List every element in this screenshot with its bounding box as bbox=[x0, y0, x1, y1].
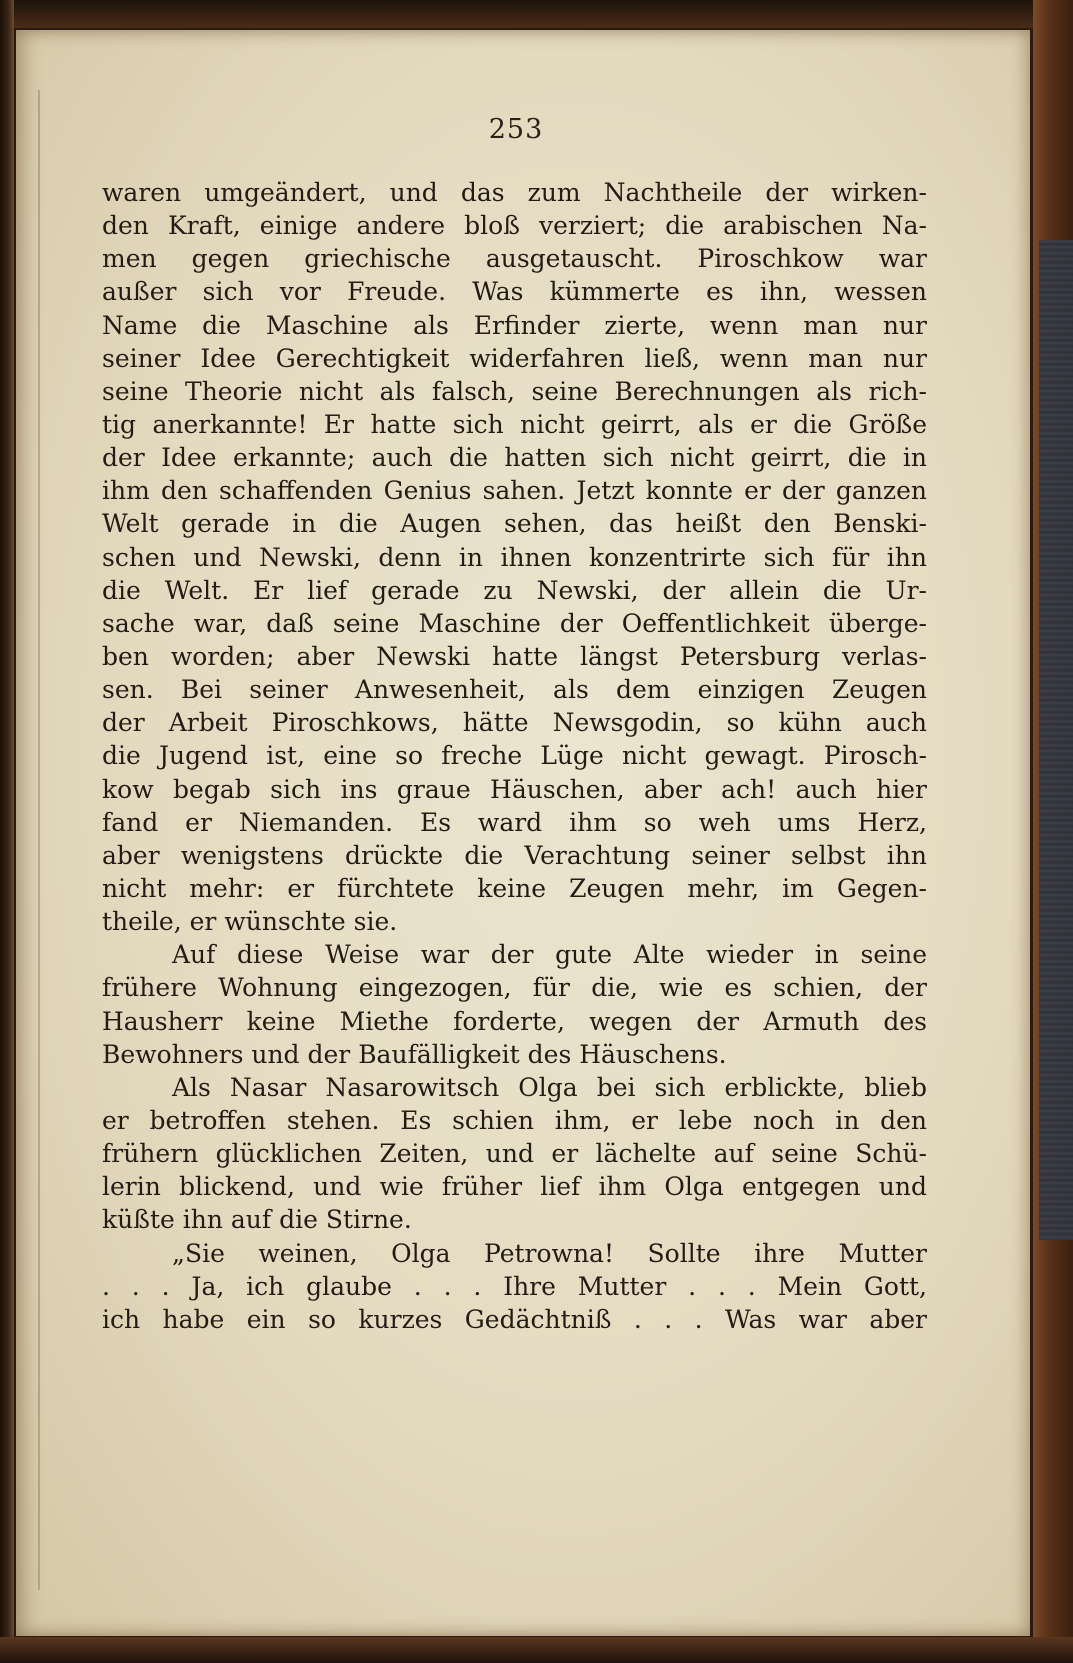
text-line: men gegen griechische ausgetauscht. Piroschkow war bbox=[102, 244, 927, 274]
book-spine bbox=[0, 0, 14, 1663]
text-line: Welt gerade in die Augen sehen, das heißt den Benski- bbox=[102, 509, 927, 539]
text-line: seiner Idee Gerechtigkeit widerfahren ließ, wenn man nur bbox=[102, 343, 927, 373]
text-line: nicht mehr: er fürchtete keine Zeugen mehr, im Gegen- bbox=[102, 873, 927, 903]
paragraph-start-line: „Sie weinen, Olga Petrowna! Sollte ihre Mutter bbox=[172, 1238, 927, 1268]
text-line: Name die Maschine als Erfinder zierte, wenn man nur bbox=[102, 310, 927, 340]
text-line: tig anerkannte! Er hatte sich nicht geirrt, als er die Größe bbox=[102, 409, 927, 439]
text-line: der Idee erkannte; auch die hatten sich nicht geirrt, die in bbox=[102, 443, 927, 473]
text-line: den Kraft, einige andere bloß verziert; die arabischen Na- bbox=[102, 211, 927, 241]
text-line: fand er Niemanden. Es ward ihm so weh ums Herz, bbox=[102, 807, 927, 837]
book-cover-bottom bbox=[0, 1637, 1073, 1663]
text-line: die Welt. Er lief gerade zu Newski, der allein die Ur- bbox=[102, 575, 927, 605]
text-line: . . . Ja, ich glaube . . . Ihre Mutter . . . Mein Gott, bbox=[102, 1271, 927, 1301]
text-line: kow begab sich ins graue Häuschen, aber ach! auch hier bbox=[102, 774, 927, 804]
text-line: waren umgeändert, und das zum Nachtheile der wirken- bbox=[102, 178, 927, 207]
book-cover-top bbox=[0, 0, 1073, 28]
text-line: ben worden; aber Newski hatte längst Petersburg verlas- bbox=[102, 641, 927, 671]
text-line: außer sich vor Freude. Was kümmerte es ihn, wessen bbox=[102, 277, 927, 307]
book-page bbox=[16, 30, 1030, 1636]
text-line: lerin blickend, und wie früher lief ihm Olga entgegen und bbox=[102, 1172, 927, 1202]
text-line: seine Theorie nicht als falsch, seine Berechnungen als rich- bbox=[102, 376, 927, 406]
text-line: frühere Wohnung eingezogen, für die, wie es schien, der bbox=[102, 973, 927, 1003]
text-line: sache war, daß seine Maschine der Oeffentlichkeit überge- bbox=[102, 608, 927, 638]
text-line: aber wenigstens drückte die Verachtung seiner selbst ihn bbox=[102, 840, 927, 870]
text-line: die Jugend ist, eine so freche Lüge nicht gewagt. Pirosch- bbox=[102, 741, 927, 771]
text-line: ich habe ein so kurzes Gedächtniß . . . Was war aber bbox=[102, 1304, 927, 1334]
text-line: theile, er wünschte sie. bbox=[102, 907, 398, 937]
text-line: frühern glücklichen Zeiten, und er lächelte auf seine Schü- bbox=[102, 1139, 927, 1169]
text-line: ihm den schaffenden Genius sahen. Jetzt konnte er der ganzen bbox=[102, 476, 927, 506]
text-line: Bewohners und der Baufälligkeit des Häuschens. bbox=[102, 1039, 727, 1069]
page-body bbox=[102, 176, 927, 1336]
text-line: küßte ihn auf die Stirne. bbox=[102, 1205, 412, 1235]
text-line: sen. Bei seiner Anwesenheit, als dem einzigen Zeugen bbox=[102, 675, 927, 705]
paragraph-start-line: Als Nasar Nasarowitsch Olga bei sich erblickte, blieb bbox=[172, 1072, 927, 1102]
cover-cloth bbox=[1039, 240, 1073, 1240]
paragraph-start-line: Auf diese Weise war der gute Alte wieder in seine bbox=[172, 940, 927, 970]
text-line: Hausherr keine Miethe forderte, wegen der Armuth des bbox=[102, 1006, 927, 1036]
page-gutter-edge bbox=[38, 90, 40, 1590]
text-line: der Arbeit Piroschkows, hätte Newsgodin, so kühn auch bbox=[102, 708, 927, 738]
page-number: 253 bbox=[488, 114, 544, 145]
book-cover-right bbox=[1033, 0, 1073, 1663]
text-line: er betroffen stehen. Es schien ihm, er lebe noch in den bbox=[102, 1105, 927, 1135]
text-line: schen und Newski, denn in ihnen konzentrirte sich für ihn bbox=[102, 542, 927, 572]
